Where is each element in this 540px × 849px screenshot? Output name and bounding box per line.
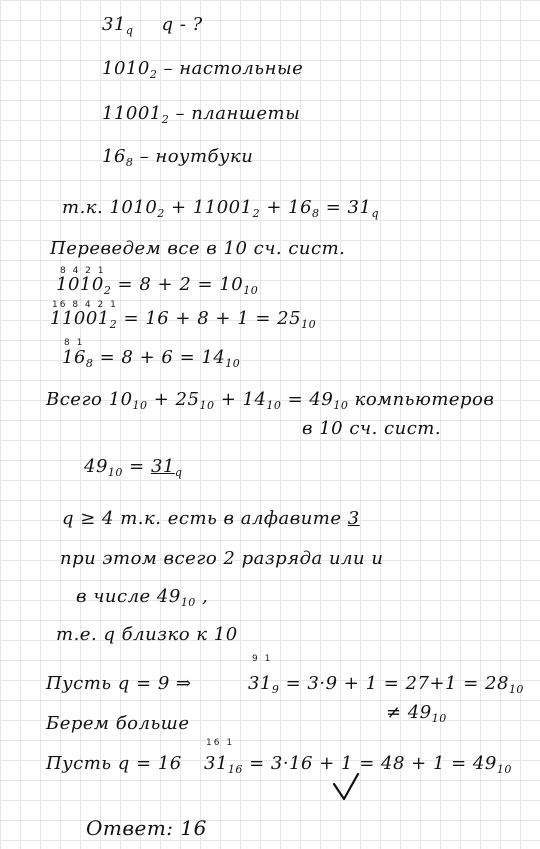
weights-16: 8 1 — [64, 338, 85, 348]
try-q16-right: $31_{16} = 3\cdot 16 + 1 = 48 + 1 = 49_{10}$ — [204, 753, 512, 776]
answer: Ответ: 16 — [86, 816, 207, 840]
check-mark-icon — [332, 772, 360, 802]
try-q9-right: $31_9 = 3\cdot 9 + 1 = 27+1 = 28_{10}$ — [248, 673, 524, 696]
total-line-2: в 10 сч. сист. — [302, 418, 442, 439]
convert-1010: $1010_2 = 8 + 2 = 10_{10}$ — [56, 274, 259, 297]
weights-11001: 16 8 4 2 1 — [52, 300, 118, 310]
reason-line-1: q ≥ 4 т.к. есть в алфавите 3 — [62, 508, 360, 529]
weights-1010: 8 4 2 1 — [60, 266, 106, 276]
convert-title: Переведем все в 10 сч. сист. — [50, 238, 346, 259]
reason-line-3: в числе $49_{10}$ , — [76, 586, 209, 609]
line-31q: $31_q$ q - ? — [102, 14, 203, 37]
try-q16-left: Пусть q = 16 — [46, 753, 182, 774]
take-bigger: Берем больше — [46, 713, 190, 734]
base-equation: $49_{10} = 31_q$ — [84, 456, 183, 479]
line-laptops: $16_8$ – ноутбуки — [102, 146, 254, 169]
reason-line-2: при этом всего 2 разряда или и — [60, 548, 384, 569]
total-line: Всего $10_{10} + 25_{10} + 14_{10} = 49_{10}$ компьютеров — [46, 389, 495, 412]
weights-16-base: 16 1 — [206, 738, 235, 748]
sum-equation: т.к. $1010_2 + 11001_2 + 16_8 = 31_q$ — [62, 197, 380, 220]
convert-11001: $11001_2 = 16 + 8 + 1 = 25_{10}$ — [50, 308, 317, 331]
convert-16: $16_8 = 8 + 6 = 14_{10}$ — [62, 347, 241, 370]
line-desktops: $1010_2$ – настольные — [102, 58, 304, 81]
not-equal-49: ≠ $49_{10}$ — [386, 702, 447, 725]
line-tablets: $11001_2$ – планшеты — [102, 103, 301, 126]
try-q9-left: Пусть q = 9 ⇒ — [46, 673, 192, 694]
weights-9: 9 1 — [252, 654, 273, 664]
reason-line-4: т.е. q близко к 10 — [56, 624, 238, 645]
